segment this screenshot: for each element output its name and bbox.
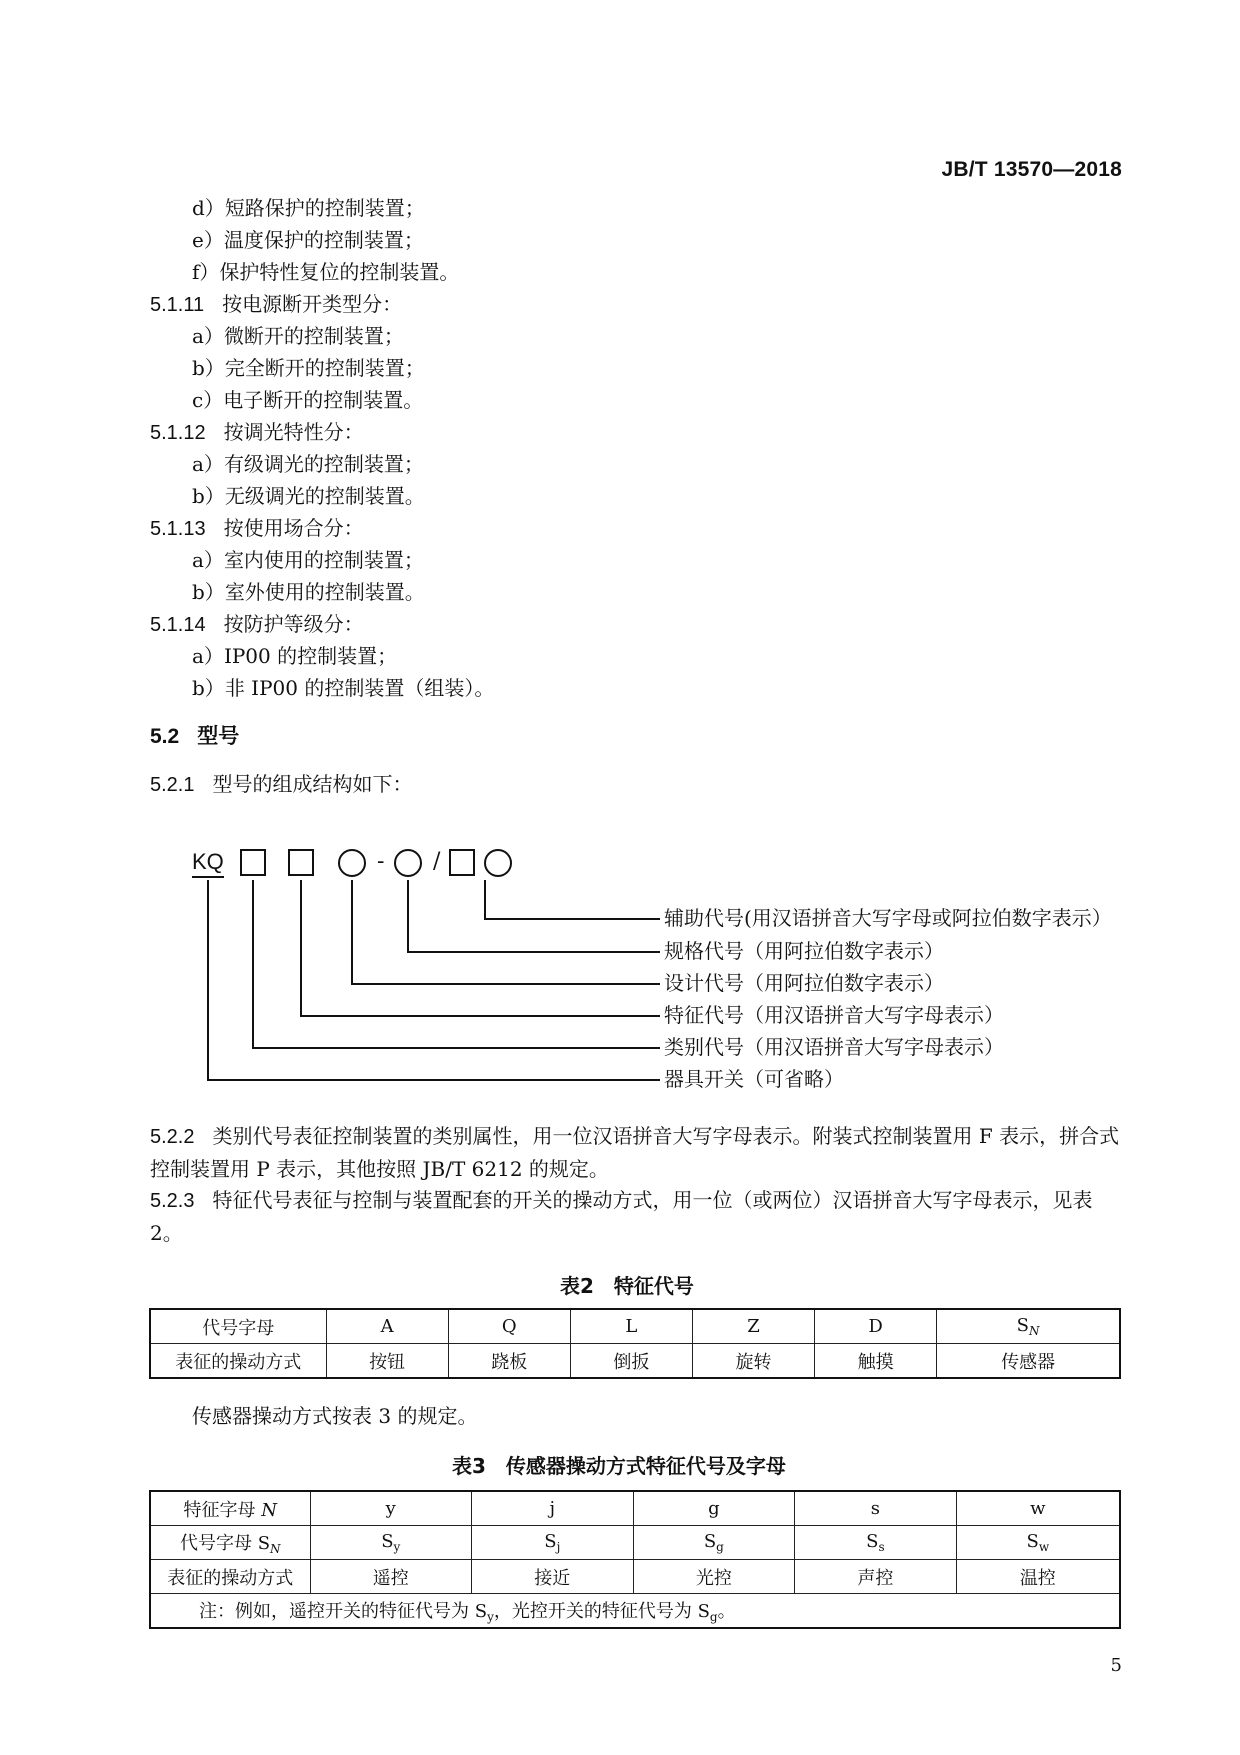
table-cell: 触摸 bbox=[815, 1344, 937, 1379]
aux-code-circle bbox=[485, 850, 511, 876]
list-item-text: 短路保护的控制装置； bbox=[224, 196, 425, 220]
table-row bbox=[150, 1309, 1120, 1344]
table-cell: L bbox=[570, 1309, 692, 1344]
code-subscript: w bbox=[1038, 1540, 1050, 1554]
table-row bbox=[150, 1594, 1120, 1629]
table-header-cell bbox=[150, 1491, 310, 1526]
table-row bbox=[150, 1344, 1120, 1379]
table-cell: 光控 bbox=[633, 1560, 795, 1594]
list-item bbox=[192, 358, 425, 378]
table-cell: w bbox=[956, 1491, 1120, 1526]
list-marker: a） bbox=[192, 324, 224, 348]
note-text: 注：例如，遥控开关的特征代号为 S bbox=[199, 1601, 488, 1622]
list-item bbox=[192, 326, 404, 346]
leader-feature bbox=[301, 880, 660, 1016]
clause-heading bbox=[150, 614, 364, 635]
table-cell bbox=[795, 1526, 957, 1560]
clause-title: 型号的组成结构如下： bbox=[212, 772, 413, 796]
table-cell: 温控 bbox=[956, 1560, 1120, 1594]
table-cell: A bbox=[326, 1309, 448, 1344]
section-number: 5.2 bbox=[150, 725, 180, 748]
table-cell: 声控 bbox=[795, 1560, 957, 1594]
list-marker: c） bbox=[192, 388, 224, 412]
code-letter: S bbox=[703, 1531, 717, 1552]
diagram-label-class: 类别代号（用汉语拼音大写字母表示） bbox=[664, 1035, 1004, 1059]
list-item-text: 保护特性复位的控制装置。 bbox=[219, 260, 460, 284]
list-item-text: 室外使用的控制装置。 bbox=[224, 580, 425, 604]
table-cell: 倒扳 bbox=[570, 1344, 692, 1379]
clause-number: 5.2.3 bbox=[150, 1190, 195, 1212]
spec-code-circle bbox=[395, 850, 421, 876]
paragraph-text: 特征代号表征与控制与装置配套的开关的操动方式，用一位（或两位）汉语拼音大写字母表示，见表 2。 bbox=[150, 1188, 1093, 1245]
diagram-label-aux: 辅助代号(用汉语拼音大写字母或阿拉伯数字表示） bbox=[664, 906, 1112, 930]
diagram-slash: / bbox=[433, 849, 441, 874]
list-item bbox=[192, 646, 397, 666]
table-cell bbox=[937, 1309, 1120, 1344]
diagram-prefix: KQ bbox=[192, 849, 224, 874]
code-letter: S bbox=[1026, 1531, 1039, 1552]
clause-number: 5.1.11 bbox=[150, 294, 205, 316]
list-item-text: 完全断开的控制装置； bbox=[224, 356, 425, 380]
table-row bbox=[150, 1491, 1120, 1526]
list-marker: a） bbox=[192, 644, 224, 668]
standard-number: JB/T 13570—2018 bbox=[941, 158, 1122, 181]
code-subscript: N bbox=[1029, 1324, 1040, 1338]
leader-design bbox=[352, 880, 660, 984]
table-cell: 遥控 bbox=[310, 1560, 472, 1594]
clause-heading bbox=[150, 422, 364, 443]
note-text: 。 bbox=[717, 1601, 736, 1622]
table-cell: Q bbox=[448, 1309, 570, 1344]
list-marker: a） bbox=[192, 452, 224, 476]
table-cell: s bbox=[795, 1491, 957, 1526]
table-header-cell bbox=[150, 1526, 310, 1560]
clause-number: 5.1.12 bbox=[150, 422, 206, 444]
clause-number: 5.2.1 bbox=[150, 774, 195, 796]
note-text: ，光控开关的特征代号为 S bbox=[493, 1601, 710, 1622]
clause-number: 5.1.13 bbox=[150, 518, 206, 540]
list-item bbox=[192, 486, 425, 506]
model-code-diagram bbox=[180, 840, 660, 1100]
list-item-text: 温度保护的控制装置； bbox=[223, 228, 424, 252]
list-marker: a） bbox=[192, 548, 224, 572]
header-text: 特征字母 bbox=[183, 1499, 256, 1521]
table-cell: 旋转 bbox=[692, 1344, 814, 1379]
table-cell: y bbox=[310, 1491, 472, 1526]
table3-title: 表3 传感器操动方式特征代号及字母 bbox=[452, 1454, 786, 1478]
table-cell bbox=[472, 1526, 634, 1560]
list-item bbox=[192, 230, 424, 250]
code-letter: S bbox=[381, 1531, 394, 1552]
page-number: 5 bbox=[1110, 1655, 1122, 1676]
table-note bbox=[150, 1594, 1120, 1629]
table-cell bbox=[310, 1526, 472, 1560]
leader-aux bbox=[485, 880, 660, 919]
header-text: 代号字母 S bbox=[179, 1533, 271, 1554]
clause-title: 按使用场合分： bbox=[223, 516, 364, 540]
list-item bbox=[192, 678, 494, 698]
clause-number: 5.1.14 bbox=[150, 614, 206, 636]
list-item-text: 电子断开的控制装置。 bbox=[223, 388, 424, 412]
table2 bbox=[149, 1308, 1121, 1379]
code-letter: S bbox=[1016, 1315, 1030, 1336]
list-item-text: 室内使用的控制装置； bbox=[223, 548, 424, 572]
clause-number: 5.2.2 bbox=[150, 1126, 195, 1148]
list-item-text: 微断开的控制装置； bbox=[223, 324, 404, 348]
list-item bbox=[192, 582, 425, 602]
clause-heading bbox=[150, 518, 364, 539]
aux-code-box bbox=[450, 850, 474, 875]
list-item bbox=[192, 198, 425, 218]
table-cell bbox=[633, 1526, 795, 1560]
clause-heading bbox=[150, 294, 402, 315]
clause-title: 按调光特性分： bbox=[223, 420, 364, 444]
list-item bbox=[192, 390, 423, 410]
list-item bbox=[192, 262, 459, 282]
code-subscript: j bbox=[556, 1540, 561, 1554]
table-header-cell: 代号字母 bbox=[150, 1309, 326, 1344]
code-letter: S bbox=[544, 1531, 557, 1552]
list-marker: d） bbox=[192, 196, 225, 220]
table-cell: D bbox=[815, 1309, 937, 1344]
code-subscript: s bbox=[878, 1540, 885, 1554]
leader-spec bbox=[408, 880, 660, 952]
table-row bbox=[150, 1560, 1120, 1594]
paragraph-text: 类别代号表征控制装置的类别属性，用一位汉语拼音大写字母表示。附装式控制装置用 F 表示，拼合式控制装置用 P 表示，其他按照 JB/T 6212 的规定。 bbox=[150, 1124, 1120, 1181]
code-letter: S bbox=[866, 1531, 879, 1552]
list-marker: b） bbox=[192, 676, 225, 700]
note-subscript: y bbox=[487, 1610, 494, 1624]
clause-heading bbox=[150, 774, 412, 795]
table-header-cell: 表征的操动方式 bbox=[150, 1344, 326, 1379]
list-item bbox=[192, 454, 424, 474]
table-cell: j bbox=[472, 1491, 634, 1526]
list-marker: b） bbox=[192, 484, 225, 508]
leader-class bbox=[253, 880, 660, 1048]
diagram-label-switch: 器具开关（可省略） bbox=[664, 1067, 844, 1091]
code-subscript: g bbox=[716, 1540, 724, 1554]
section-title: 型号 bbox=[197, 725, 240, 748]
list-marker: b） bbox=[192, 580, 225, 604]
table-cell: 跷板 bbox=[448, 1344, 570, 1379]
table3 bbox=[149, 1490, 1121, 1629]
diagram-label-design: 设计代号（用阿拉伯数字表示） bbox=[664, 971, 944, 995]
paragraph-5-2-2 bbox=[150, 1120, 1120, 1185]
header-subscript: N bbox=[270, 1542, 281, 1556]
header-variable: N bbox=[261, 1499, 277, 1521]
list-item bbox=[192, 550, 424, 570]
diagram-label-feature: 特征代号（用汉语拼音大写字母表示） bbox=[664, 1003, 1004, 1027]
code-subscript: y bbox=[393, 1540, 401, 1554]
table-header-cell: 表征的操动方式 bbox=[150, 1560, 310, 1594]
clause-title: 按电源断开类型分： bbox=[222, 292, 403, 316]
note-subscript: g bbox=[709, 1610, 718, 1624]
clause-title: 按防护等级分： bbox=[223, 612, 364, 636]
table-cell: g bbox=[633, 1491, 795, 1526]
list-marker: e） bbox=[192, 228, 224, 252]
section-heading bbox=[150, 726, 239, 747]
sensor-sentence: 传感器操动方式按表 3 的规定。 bbox=[192, 1404, 478, 1428]
design-code-circle bbox=[339, 850, 365, 876]
list-item-text: 非 IP00 的控制装置（组装）。 bbox=[224, 676, 495, 700]
list-item-text: IP00 的控制装置； bbox=[223, 644, 398, 668]
table-row bbox=[150, 1526, 1120, 1560]
list-marker: f） bbox=[192, 260, 220, 284]
table-cell: 传感器 bbox=[937, 1344, 1120, 1379]
table-cell: 接近 bbox=[472, 1560, 634, 1594]
feature-code-box bbox=[289, 850, 313, 875]
table-cell: Z bbox=[692, 1309, 814, 1344]
table-cell: 按钮 bbox=[326, 1344, 448, 1379]
diagram-dash: - bbox=[377, 849, 385, 874]
leader-switch bbox=[208, 880, 660, 1080]
list-item-text: 有级调光的控制装置； bbox=[223, 452, 424, 476]
class-code-box bbox=[241, 850, 265, 875]
list-item-text: 无级调光的控制装置。 bbox=[224, 484, 425, 508]
list-marker: b） bbox=[192, 356, 225, 380]
table2-title: 表2 特征代号 bbox=[560, 1274, 694, 1298]
table-cell bbox=[956, 1526, 1120, 1560]
paragraph-5-2-3 bbox=[150, 1184, 1120, 1249]
diagram-label-spec: 规格代号（用阿拉伯数字表示） bbox=[664, 939, 944, 963]
